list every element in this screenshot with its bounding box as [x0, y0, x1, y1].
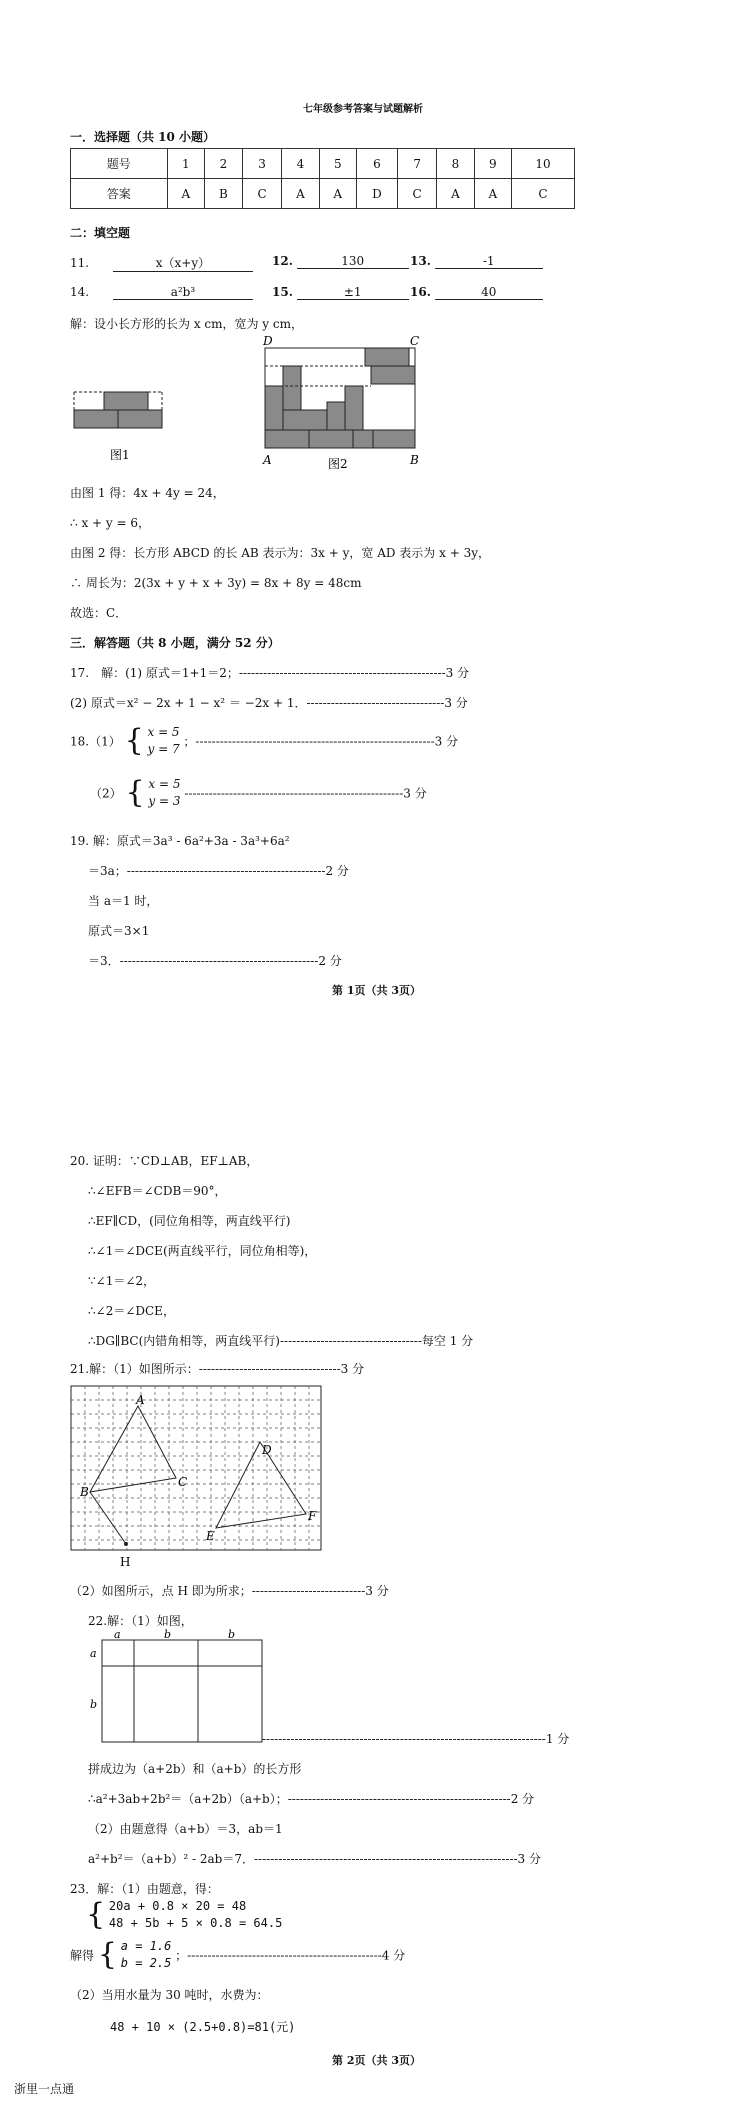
q19-line2: ＝3a；-------------------------------------------------2 分 — [88, 864, 349, 878]
triangle-abc — [90, 1406, 176, 1492]
q23-sol-label: 解得 — [70, 1948, 95, 1963]
q23-eq1: 20a + 0.8 × 20 = 48 — [108, 1899, 247, 1913]
q23-sol-score: ；------------------------------------------------4 分 — [175, 1948, 406, 1963]
grid-label-C: C — [178, 1475, 188, 1489]
fill-q16 — [410, 285, 543, 300]
q21-line1: 21.解：（1）如图所示：-----------------------------------3 分 — [70, 1362, 365, 1376]
section2-heading: 二：填空题 — [70, 226, 131, 240]
q22-line4: （2）由题意得（a+b）＝3，ab＝1 — [88, 1822, 283, 1836]
fig2-label: 图2 — [328, 457, 348, 471]
q22-line3: ∴a²+3ab+2b²＝（a+2b）（a+b）；-------------------------------------------------------2 分 — [88, 1792, 535, 1806]
grid-lines — [71, 1386, 321, 1550]
answer-table — [70, 148, 575, 209]
q18b-eq1: x = 5 — [148, 777, 181, 791]
q18b-eq2: y = 3 — [148, 794, 181, 808]
q19-line1: 19. 解：原式＝3a³ - 6a²+3a - 3a³+6a² — [70, 834, 290, 848]
q20-line5: ∵∠1＝∠2， — [88, 1274, 156, 1288]
q16-answer: 40 — [435, 285, 543, 300]
figure-1 — [74, 392, 162, 428]
q13-number: 13. — [410, 254, 431, 268]
q20-line4: ∴∠1＝∠DCE(两直线平行，同位角相等)， — [88, 1244, 317, 1258]
q18b-score: ------------------------------------------------------3 分 — [184, 786, 427, 801]
q17-part1: 17. 解：(1) 原式＝1+1＝2；---------------------------------------------------3 分 — [70, 666, 470, 680]
q12-answer: 130 — [297, 254, 409, 269]
q15-answer: ±1 — [297, 285, 409, 300]
fig2-label-B: B — [410, 453, 419, 467]
table-cell: A — [437, 179, 474, 209]
figures-svg — [60, 336, 440, 476]
grid-label-E: E — [206, 1529, 215, 1543]
q15-number: 15. — [272, 285, 293, 299]
q23-system: { 20a + 0.8 × 20 = 48 48 + 5b + 5 × 0.8 = 64.5 — [86, 1897, 283, 1932]
q20-line2: ∴∠EFB＝∠CDB＝90°， — [88, 1184, 227, 1198]
table-row-numbers — [71, 149, 575, 179]
table-cell: 5 — [319, 149, 356, 179]
q18a-eq2: y = 7 — [147, 742, 180, 756]
sol-line-3: 由图 2 得：长方形 ABCD 的长 AB 表示为：3x + y，宽 AD 表示为 x + 3y， — [70, 546, 490, 560]
table-cell: 3 — [242, 149, 281, 179]
q23-line2: （2）当用水量为 30 吨时，水费为： — [70, 1988, 269, 2002]
grid-label-D: D — [262, 1443, 272, 1457]
table-cell: C — [397, 179, 436, 209]
table-cell: A — [319, 179, 356, 209]
fill-q14 — [70, 285, 253, 300]
q18a-score: ；-----------------------------------------------------------3 分 — [183, 734, 459, 749]
q11-answer: x（x+y） — [113, 254, 253, 272]
table-cell: 6 — [356, 149, 397, 179]
rect-outline — [102, 1640, 262, 1742]
q21-line2: （2）如图所示，点 H 即为所求；----------------------------3 分 — [70, 1584, 389, 1598]
q13-answer: -1 — [435, 254, 543, 269]
triangle-def — [216, 1442, 306, 1528]
table-cell: B — [204, 179, 242, 209]
q23-eq2: 48 + 5b + 5 × 0.8 = 64.5 — [108, 1916, 283, 1930]
q23-line3: 48 + 10 × (2.5+0.8)=81(元) — [110, 2020, 296, 2034]
q17-part2: (2) 原式＝x² − 2x + 1 − x² ＝ −2x + 1．----------------------------------3 分 — [70, 696, 468, 710]
section1-heading: 一．选择题（共 10 小题） — [70, 130, 216, 144]
sol-line-2: ∴ x + y = 6， — [70, 516, 150, 530]
q22-line5: a²+b²＝（a+b）² - 2ab＝7．-----------------------------------------------------------------3 分 — [88, 1852, 542, 1866]
fig1-label: 图1 — [110, 448, 130, 462]
q18-part1: 18.（1） { x = 5 y = 7 ；-----------------------------------------------------------3 分 — [70, 723, 459, 758]
point-h — [124, 1542, 128, 1546]
q20-line3: ∴EF∥CD，(同位角相等，两直线平行) — [88, 1214, 291, 1228]
sol-line-4: ∴ 周长为：2(3x + y + x + 3y) = 8x + 8y = 48cm — [70, 576, 362, 590]
solution-intro: 解：设小长方形的长为 x cm，宽为 y cm， — [70, 317, 304, 331]
fill-q15 — [272, 285, 409, 300]
table-cell: 10 — [512, 149, 575, 179]
q11-number: 11. — [70, 256, 90, 270]
q22-score-1: ----------------------------------------------------------------------1 分 — [262, 1732, 570, 1746]
page2-footer: 第 2页（共 3页） — [332, 2054, 421, 2067]
page1-footer: 第 1页（共 3页） — [332, 984, 421, 997]
table-cell: C — [512, 179, 575, 209]
q20-line6: ∴∠2＝∠DCE， — [88, 1304, 175, 1318]
rect-label-a-top: a — [114, 1628, 121, 1641]
page-title: 七年级参考答案与试题解析 — [303, 104, 423, 115]
fill-q11 — [70, 254, 253, 272]
q18a-system — [147, 724, 179, 758]
table-cell: D — [356, 179, 397, 209]
q23-line1: 23．解：（1）由题意，得： — [70, 1882, 219, 1896]
fill-q13 — [410, 254, 543, 269]
line-bh — [90, 1492, 126, 1544]
q12-number: 12. — [272, 254, 293, 268]
q18b-system — [148, 776, 180, 810]
table-cell: C — [242, 179, 281, 209]
q18-part2: （2） { x = 5 y = 3 ------------------------------------------------------3 分 — [90, 775, 427, 810]
q23-sol-a: a = 1.6 — [120, 1939, 172, 1953]
sol-line-1: 由图 1 得：4x + 4y = 24， — [70, 486, 225, 500]
table-cell: 9 — [474, 149, 511, 179]
q19-line4: 原式＝3×1 — [88, 924, 150, 938]
fill-q12 — [272, 254, 409, 269]
table-cell: 8 — [437, 149, 474, 179]
q23-solution: 解得 { a = 1.6 b = 2.5 ；------------------------------------------------4 分 — [70, 1937, 406, 1972]
table-header-cell: 题号 — [71, 149, 168, 179]
q18a-eq1: x = 5 — [147, 725, 180, 739]
rect-label-b-left: b — [90, 1698, 98, 1711]
q22-line2: 拼成边为（a+2b）和（a+b）的长方形 — [88, 1762, 302, 1776]
q22-line1: 22.解：（1）如图， — [88, 1614, 193, 1628]
rect-label-a-left: a — [90, 1647, 97, 1660]
fig2-label-C: C — [410, 336, 420, 348]
grid-figure — [66, 1384, 336, 1570]
table-cell: 7 — [397, 149, 436, 179]
figure-2 — [265, 348, 415, 448]
q14-answer: a²b³ — [113, 285, 253, 300]
q20-line7: ∴DG∥BC(内错角相等，两直线平行)-----------------------------------每空 1 分 — [88, 1334, 474, 1348]
grid-border — [71, 1386, 321, 1550]
q20-line1: 20. 证明：∵CD⊥AB，EF⊥AB， — [70, 1154, 259, 1168]
q23-sol-b: b = 2.5 — [120, 1956, 172, 1970]
table-cell: 1 — [167, 149, 204, 179]
q23-equations — [109, 1898, 282, 1932]
q18a-label: 18.（1） — [70, 734, 121, 749]
rect-label-b-top-1: b — [164, 1628, 172, 1641]
grid-label-F: F — [308, 1509, 317, 1523]
q18b-label: （2） — [90, 786, 122, 801]
q16-number: 16. — [410, 285, 431, 299]
section3-heading: 三．解答题（共 8 小题，满分 52 分） — [70, 636, 280, 650]
q19-line3: 当 a＝1 时， — [88, 894, 159, 908]
fig2-label-D: D — [263, 336, 273, 348]
table-cell: A — [282, 179, 319, 209]
q14-number: 14. — [70, 285, 90, 299]
table-cell: 2 — [204, 149, 242, 179]
table-row-answers — [71, 179, 575, 209]
grid-label-A: A — [136, 1393, 145, 1407]
grid-label-B: B — [80, 1485, 89, 1499]
table-cell: A — [167, 179, 204, 209]
rect-label-b-top-2: b — [228, 1628, 236, 1641]
q23-sol-values — [121, 1938, 172, 1972]
sol-line-5: 故选：C． — [70, 606, 128, 620]
table-header-cell: 答案 — [71, 179, 168, 209]
grid-label-H: H — [120, 1555, 131, 1569]
table-cell: A — [474, 179, 511, 209]
q19-line5: ＝3．-------------------------------------------------2 分 — [88, 954, 342, 968]
rect-figure — [86, 1628, 266, 1748]
table-cell: 4 — [282, 149, 319, 179]
fig2-label-A: A — [263, 453, 272, 467]
watermark: 浙里一点通 — [14, 2082, 75, 2096]
